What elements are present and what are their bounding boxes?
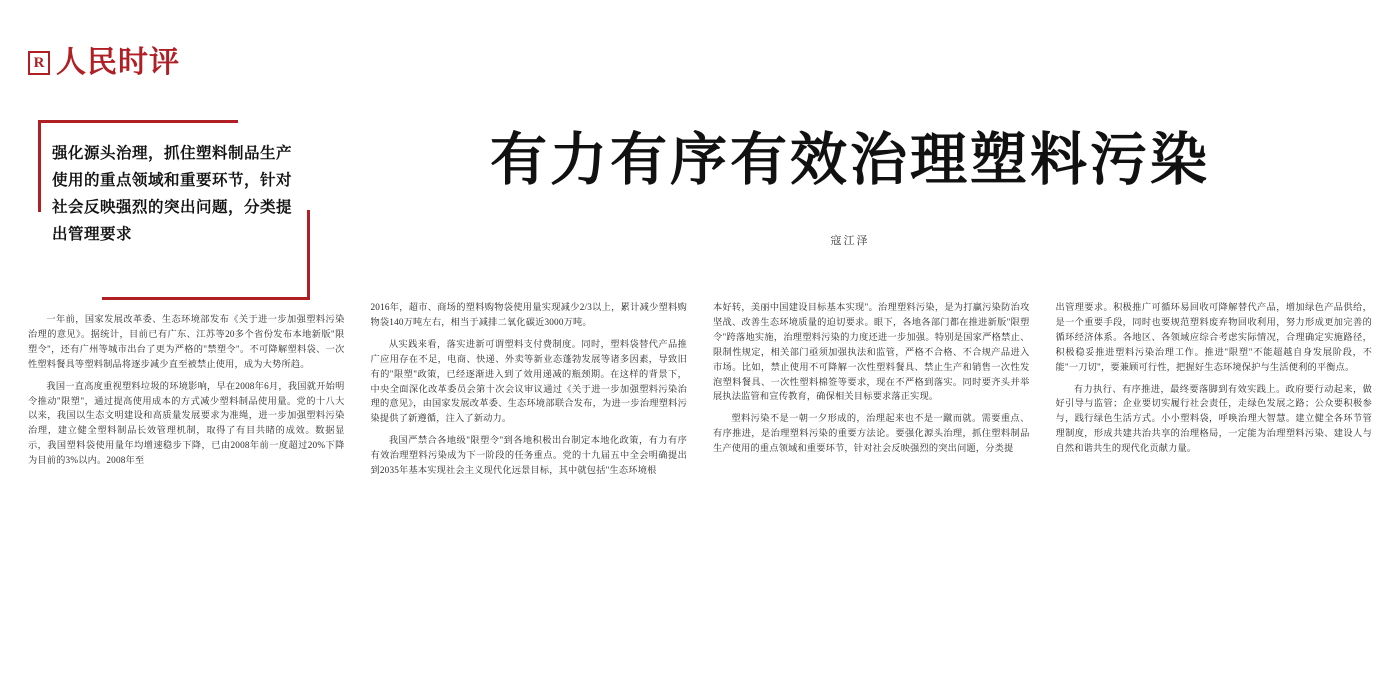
article-paragraph: 我国严禁合各地级"限塑令"到各地积极出台制定本地化政策，有力有序有效治理塑料污染成为下一阶段的任务重点。党的十九届五中全会明确提出到2035年基本实现社会主义现代化远景目标，其中就包括"生态环境根 xyxy=(370,435,687,476)
article-column-2 xyxy=(371,300,688,690)
article-paragraph: 塑料污染不是一朝一夕形成的，治理起来也不是一蹴而就。需要重点、有序推进，是治理塑料污染的重要方法论。要强化源头治理，抓住塑料制品生产使用的重点领域和重要环节，针对社会反映强烈的突出问题，分类提 xyxy=(713,413,1030,454)
article-paragraph: 从实践来看，落实进新可谓塑料支付费制度。同时，塑料袋替代产品推广应用存在不足，电商、快递、外卖等新业态蓬勃发展等诸多因素，导致旧有的"限塑"政策，已经逐渐进入到了效用递减的瓶颈期。在这样的背景下，中央全面深化改革委员会第十次会议审议通过《关于进一步加强塑料污染治理的意见》，由国家发展改革委、生态环境部联合发布，为进一步治理塑料污染提供了新遵循，注入了新动力。 xyxy=(370,338,687,424)
article-byline: 寇江泽 xyxy=(830,235,870,247)
article-column-4 xyxy=(1056,300,1373,690)
article-paragraph: 一年前，国家发展改革委、生态环境部发布《关于进一步加强塑料污染治理的意见》。据统计，目前已有广东、江苏等20多个省份发布本地新版"限塑令"，还有广州等城市出台了更为严格的"禁塑令"。不可降解塑料袋、一次性塑料餐具等塑料制品将逐步减少直至被禁止使用，成为大势所趋。 xyxy=(28,314,345,369)
article-paragraph: 2016年，超市、商场的塑料购物袋使用量实现减少2/3以上，累计减少塑料购物袋140万吨左右，相当于减排二氧化碳近3000万吨。 xyxy=(370,302,687,327)
article-paragraph: 出管理要求。积极推广可循环易回收可降解替代产品，增加绿色产品供给，是一个重要手段，同时也要规范塑料废弃物回收利用，努力形成更加完善的循环经济体系。各地区、各领域应综合考虑实际情况，合理确定实施路径，积极稳妥推进塑料污染治理工作。推进"限塑"不能超越自身发展阶段，不能"一刀切"，要兼顾可行性，把握好生态环境保护与生活便利的平衡点。 xyxy=(1055,302,1372,372)
masthead xyxy=(28,48,180,78)
article-paragraph: 本好转，美丽中国建设目标基本实现"。治理塑料污染，是为打赢污染防治攻坚战、改善生态环境质量的迫切要求。眼下，各地各部门都在推进新版"限塑令"跨落地实施，治理塑料污染的力度还进一步加强。特别是国家严格禁止、限制性规定，相关部门亟须加强执法和监管，严格不合格、不合规产品进入市场。比如，禁止使用不可降解一次性塑料餐具、禁止生产和销售一次性发泡塑料餐具、一次性塑料棉签等要求，现在不严格到落实。同时要齐头并举展执法监管和宣传教育，确保相关目标要求落正实现。 xyxy=(713,302,1030,402)
article-paragraph: 我国一直高度重视塑料垃圾的环境影响，早在2008年6月，我国就开始明令推动"限塑"，通过提高使用成本的方式减少塑料制品使用量。党的十八大以来，我国以生态文明建设和高质量发展要求为准绳，进一步加强塑料污染治理，建立健全塑料制品长效管理机制，取得了有目共睹的成效。数据显示，我国塑料袋使用量年均增速稳步下降，已由2008年前一度超过20%下降为目前的3%以内。2008年至 xyxy=(28,380,345,466)
article-column-3 xyxy=(713,300,1030,690)
pull-quote-rule-top xyxy=(38,120,238,123)
pull-quote-rule-right xyxy=(307,210,310,300)
people-daily-logo-icon: R xyxy=(28,51,50,75)
masthead-title: 人民时评 xyxy=(56,46,180,79)
pull-quote-text: 强化源头治理，抓住塑料制品生产使用的重点领域和重要环节，针对社会反映强烈的突出问题，分类提出管理要求 xyxy=(52,145,293,244)
pull-quote-rule-left xyxy=(38,120,41,212)
article-body xyxy=(28,300,1372,690)
article-paragraph: 有力执行、有序推进，最终要落脚到有效实践上。政府要行动起来，做好引导与监管；企业要切实履行社会责任，走绿色发展之路；公众要积极参与，践行绿色生活方式。小小塑料袋，呼唤治理大智慧。建立健全各环节管理制度，形成共建共治共享的治理格局，一定能为治理塑料污染、建设人与自然和谐共生的现代化贡献力量。 xyxy=(1055,383,1372,454)
article-column-1 xyxy=(28,312,345,690)
article-headline: 有力有序有效治理塑料污染 xyxy=(490,128,1210,192)
pull-quote xyxy=(30,120,310,300)
